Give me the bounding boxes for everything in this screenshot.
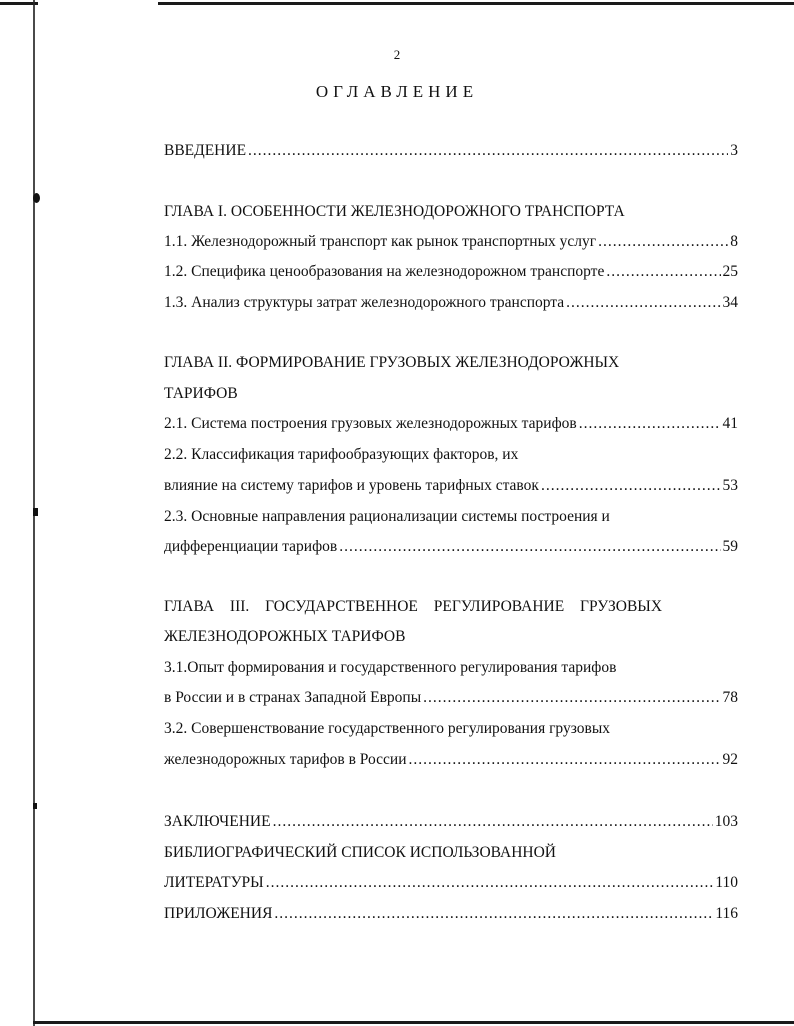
toc-entry-label-line: 2.2. Классификация тарифообразующих факторов, их (164, 446, 519, 463)
toc-page-number: 8 (730, 233, 738, 250)
toc-page-number: 25 (722, 263, 738, 280)
dot-leader (598, 232, 728, 252)
toc-entry[interactable] (164, 232, 738, 252)
toc-page-number: 59 (722, 538, 738, 555)
dot-leader (274, 904, 713, 924)
toc-entry-label-line: 2.3. Основные направления рационализации системы построения и (164, 508, 610, 525)
toc-page-number: 92 (722, 751, 738, 768)
chapter-heading: ГЛАВА III. ГОСУДАРСТВЕННОЕ РЕГУЛИРОВАНИЕ ГРУЗОВЫХ (164, 598, 663, 615)
dot-leader (606, 262, 720, 282)
toc-entry-label-line: 3.2. Совершенствование государственного регулирования грузовых (164, 720, 610, 737)
toc-page-number: 53 (722, 477, 738, 494)
chapter-heading: ГЛАВА I. ОСОБЕННОСТИ ЖЕЛЕЗНОДОРОЖНОГО ТРАНСПОРТА (164, 203, 625, 220)
punch-hole-mark (33, 193, 40, 203)
scan-border-bottom (33, 1021, 794, 1024)
scan-border-gap (38, 2, 158, 5)
chapter-heading: ГЛАВА II. ФОРМИРОВАНИЕ ГРУЗОВЫХ ЖЕЛЕЗНОДОРОЖНЫХ (164, 354, 620, 371)
dot-leader (566, 293, 720, 313)
toc-entry-label: дифференциации тарифов (164, 538, 338, 555)
toc-page-number: 78 (722, 689, 738, 706)
toc-entry-label: ЗАКЛЮЧЕНИЕ (164, 813, 271, 830)
toc-entry-label: влияние на систему тарифов и уровень тарифных ставок (164, 477, 539, 494)
toc-entry-label: 1.3. Анализ структуры затрат железнодорожного транспорта (164, 294, 565, 311)
toc-entry-appendix[interactable] (164, 904, 738, 924)
toc-entry-label: 1.1. Железнодорожный транспорт как рынок транспортных услуг (164, 233, 597, 250)
toc-entry[interactable] (164, 262, 738, 282)
dot-leader (409, 750, 721, 770)
toc-entry-label: железнодорожных тарифов в России (164, 751, 407, 768)
toc-entry-intro[interactable] (164, 141, 738, 161)
toc-entry-label: ВВЕДЕНИЕ (164, 142, 247, 159)
chapter-heading-continued: ЖЕЛЕЗНОДОРОЖНЫХ ТАРИФОВ (164, 628, 406, 645)
binding-mark (33, 803, 37, 809)
dot-leader (423, 688, 720, 708)
page-title: ОГЛАВЛЕНИЕ (315, 82, 479, 101)
toc-entry-label-line: 3.1.Опыт формирования и государственного регулирования тарифов (164, 659, 617, 676)
toc-entry-label: в России и в странах Западной Европы (164, 689, 422, 706)
toc-entry-label-line: БИБЛИОГРАФИЧЕСКИЙ СПИСОК ИСПОЛЬЗОВАННОЙ (164, 844, 556, 861)
dot-leader (339, 537, 720, 557)
dot-leader (248, 141, 728, 161)
toc-entry-bibliography[interactable] (164, 873, 738, 893)
toc-page-number: 3 (730, 142, 738, 159)
toc-page-number: 116 (715, 905, 738, 922)
toc-entry[interactable] (164, 414, 738, 434)
dot-leader (273, 812, 713, 832)
toc-entry[interactable] (164, 750, 738, 770)
toc-entry-label: 1.2. Специфика ценообразования на железнодорожном транспорте (164, 263, 605, 280)
toc-entry-label: ПРИЛОЖЕНИЯ (164, 905, 273, 922)
toc-entry[interactable] (164, 537, 738, 557)
chapter-heading-continued: ТАРИФОВ (164, 385, 238, 402)
toc-entry[interactable] (164, 688, 738, 708)
toc-entry-conclusion[interactable] (164, 812, 738, 832)
dot-leader (579, 414, 721, 434)
toc-page-number: 41 (722, 415, 738, 432)
toc-entry-label: 2.1. Система построения грузовых железнодорожных тарифов (164, 415, 577, 432)
toc-entry-label: ЛИТЕРАТУРЫ (164, 874, 264, 891)
toc-page-number: 34 (722, 294, 738, 311)
toc-page-number: 103 (714, 813, 738, 830)
toc-entry[interactable] (164, 293, 738, 313)
binding-mark (33, 508, 38, 516)
toc-page-number: 110 (715, 874, 738, 891)
toc-entry[interactable] (164, 476, 738, 496)
dot-leader (541, 476, 721, 496)
page-number: 2 (393, 47, 401, 62)
dot-leader (266, 873, 714, 893)
